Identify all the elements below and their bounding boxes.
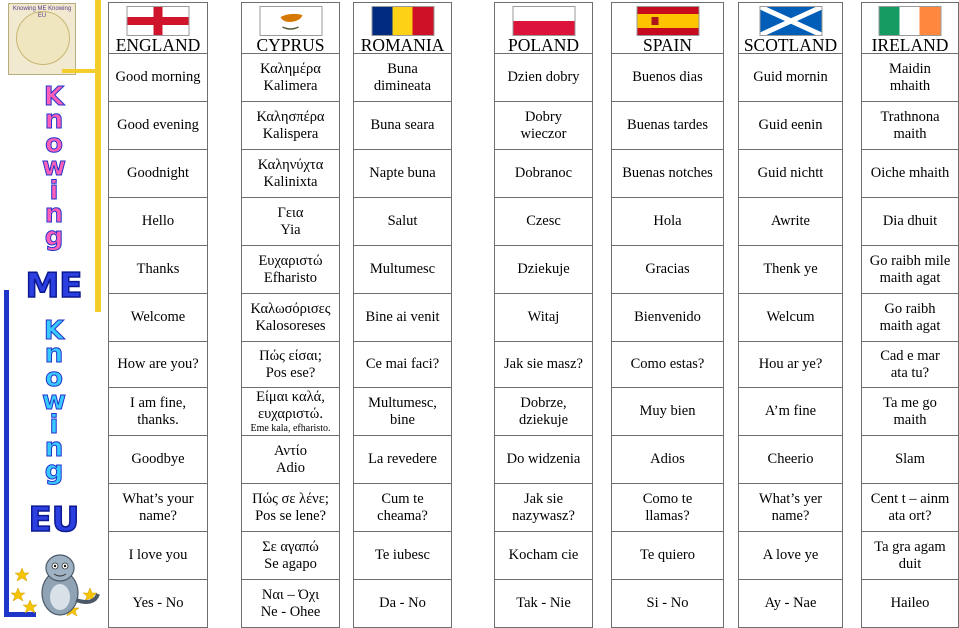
spain-flag-icon — [636, 6, 699, 36]
phrase-cell — [354, 483, 451, 531]
letter: g — [44, 222, 64, 253]
phrase-text: Σε αγαπώ Se agapo — [262, 538, 319, 572]
column-header — [109, 3, 207, 55]
letter: i — [49, 175, 59, 206]
phrase-cell — [739, 341, 842, 387]
me-word: ME — [25, 266, 83, 306]
phrase-text: What’s yer name? — [758, 490, 823, 524]
phrase-cell — [739, 579, 842, 627]
phrase-cell — [242, 53, 339, 101]
phrase-text: Καλωσόρισες Kalosoreses — [250, 300, 331, 334]
phrase-cell — [109, 483, 207, 531]
phrase-cell — [109, 293, 207, 341]
phrase-text: Γεια Yia — [277, 204, 304, 238]
letter: o — [45, 362, 63, 393]
phrase-cell — [739, 101, 842, 149]
phrase-text: Πώς είσαι; Pos ese? — [259, 347, 322, 381]
phrase-cell — [862, 293, 958, 341]
phrase-text: Dziekuje — [517, 261, 570, 277]
country-column-spain — [611, 2, 724, 628]
phrase-cell — [862, 435, 958, 483]
eu-word: EU — [28, 500, 80, 540]
column-header — [739, 3, 842, 55]
phrase-text: Dobrze, dziekuje — [518, 394, 569, 428]
phrase-text: Ευχαριστώ Efharisto — [258, 252, 323, 286]
phrase-cell — [495, 245, 592, 293]
phrase-cell — [242, 101, 339, 149]
phrase-text: Buenas notches — [622, 165, 713, 181]
phrase-cell — [612, 53, 723, 101]
phrase-text: Cent t – ainm ata ort? — [870, 490, 950, 524]
phrase-cell — [612, 483, 723, 531]
phrase-text: What’s your name? — [122, 490, 194, 524]
phrase-text: Thanks — [136, 261, 180, 277]
phrase-text: Czesc — [526, 213, 561, 229]
phrase-cell — [242, 483, 339, 531]
phrase-cell — [354, 53, 451, 101]
phrase-text: Adios — [650, 451, 685, 467]
phrase-cell — [495, 101, 592, 149]
phrase-cell — [612, 245, 723, 293]
phrase-text: Ay - Nae — [764, 595, 817, 611]
phrase-text: Cum te cheama? — [377, 490, 428, 524]
country-name: IRELAND — [871, 35, 949, 55]
phrase-cell — [495, 149, 592, 197]
phrase-text: Si - No — [646, 595, 689, 611]
phrase-text: Guid eenin — [758, 117, 823, 133]
yellow-frame-vertical — [95, 0, 101, 312]
phrase-cell — [862, 579, 958, 627]
letter: n — [44, 198, 64, 229]
blue-frame-vertical — [4, 290, 9, 617]
phrase-text: Thenk ye — [763, 261, 818, 277]
phrase-text: Go raibh maith agat — [879, 300, 941, 334]
phrase-text: Cad e mar ata tu? — [880, 347, 940, 381]
phrase-cell — [354, 531, 451, 579]
phrase-text: Good morning — [115, 69, 201, 85]
phrase-text: I love you — [128, 547, 188, 563]
phrase-text: Goodbye — [131, 451, 185, 467]
poland-flag-icon — [512, 6, 575, 36]
phrase-cell — [242, 293, 339, 341]
phrase-cell — [862, 101, 958, 149]
phrase-text: Como estas? — [630, 356, 705, 372]
phrase-text: Welcum — [766, 309, 815, 325]
phrase-text: Multumesc — [369, 261, 436, 277]
country-name: SPAIN — [643, 35, 692, 55]
phrase-text: Bienvenido — [634, 309, 701, 325]
phrase-text: Oiche mhaith — [870, 165, 950, 181]
phrase-cell — [739, 435, 842, 483]
country-column-romania — [353, 2, 452, 628]
yellow-frame-horizontal — [62, 69, 101, 73]
phrase-text: Hola — [653, 213, 682, 229]
phrase-cell — [495, 579, 592, 627]
column-header — [495, 3, 592, 55]
phrase-text: Multumesc, bine — [368, 394, 437, 428]
phrase-text: Cheerio — [767, 451, 814, 467]
letter: w — [41, 386, 67, 417]
phrase-cell — [109, 387, 207, 435]
phrase-cell — [612, 531, 723, 579]
letter: n — [44, 432, 64, 463]
phrase-cell — [242, 197, 339, 245]
phrase-cell — [354, 197, 451, 245]
phrase-cell — [862, 197, 958, 245]
phrase-text: A love ye — [762, 547, 819, 563]
phrase-text: Bine ai venit — [365, 309, 440, 325]
phrase-text: Ναι – Όχι Ne - Ohee — [260, 586, 321, 620]
phrase-text: Καληνύχτα Kalinixta — [257, 156, 324, 190]
phrase-text: Te quiero — [640, 547, 695, 563]
phrase-cell — [739, 149, 842, 197]
phrase-cell — [739, 53, 842, 101]
phrase-text: Awrite — [771, 213, 810, 229]
phrase-cell — [739, 483, 842, 531]
phrase-text: Ta gra agam duit — [874, 538, 946, 572]
phrase-text: Dobranoc — [514, 165, 573, 181]
phrase-text: Salut — [387, 213, 418, 229]
phrase-cell — [495, 387, 592, 435]
phrase-cell — [862, 149, 958, 197]
phrase-note: Eme kala, efharisto. — [250, 422, 331, 434]
phrase-cell — [242, 245, 339, 293]
phrase-cell — [495, 341, 592, 387]
country-column-scotland — [738, 2, 843, 628]
phrase-text: Buenos dias — [632, 69, 703, 85]
ireland-flag-icon — [879, 6, 942, 36]
phrase-cell — [612, 293, 723, 341]
phrase-cell — [612, 197, 723, 245]
phrase-text: Witaj — [527, 309, 560, 325]
phrase-text: Welcome — [130, 309, 186, 325]
phrase-text: Buna dimineata — [373, 60, 432, 94]
phrase-cell — [495, 197, 592, 245]
phrase-cell — [739, 293, 842, 341]
phrase-text: I am fine, thanks. — [130, 394, 186, 428]
phrase-text: Muy bien — [639, 403, 696, 419]
phrase-text: Ce mai faci? — [365, 356, 440, 372]
phrase-cell — [739, 245, 842, 293]
phrase-text: Είμαι καλά, ευχαριστώ. — [256, 388, 325, 422]
phrase-text: Jak sie masz? — [504, 356, 583, 372]
phrase-text: Maidin mhaith — [889, 60, 931, 94]
phrase-text: Guid nichtt — [757, 165, 824, 181]
phrase-text: Buenas tardes — [627, 117, 708, 133]
cyprus-flag-icon — [259, 6, 322, 36]
country-name: ENGLAND — [115, 35, 201, 55]
phrase-cell — [109, 245, 207, 293]
phrase-cell — [739, 531, 842, 579]
project-logo — [8, 3, 76, 75]
england-flag-icon — [127, 6, 190, 36]
phrase-cell — [354, 579, 451, 627]
phrase-text: Yes - No — [132, 595, 184, 611]
phrase-text: Como te llamas? — [642, 490, 693, 524]
phrase-text: Te iubesc — [375, 547, 430, 563]
column-header — [612, 3, 723, 55]
phrase-cell — [354, 341, 451, 387]
phrase-cell — [862, 387, 958, 435]
phrase-text: Da - No — [379, 595, 426, 611]
romania-flag-icon — [371, 6, 434, 36]
letter: K — [43, 82, 65, 112]
phrase-cell — [495, 531, 592, 579]
phrase-text: Dobry wieczor — [520, 108, 567, 142]
phrase-text: Gracias — [645, 261, 690, 277]
phrase-text: Guid mornin — [753, 69, 828, 85]
phrase-text: Καλησπέρα Kalispera — [256, 108, 325, 142]
phrase-cell — [109, 149, 207, 197]
letter: i — [49, 409, 59, 440]
phrase-text: Αντίο Adio — [274, 442, 307, 476]
letter: g — [44, 456, 64, 487]
phrase-text: How are you? — [117, 356, 199, 372]
phrase-text: Dia dhuit — [882, 213, 938, 229]
scotland-flag-icon — [759, 6, 822, 36]
phrase-cell — [109, 101, 207, 149]
phrase-cell — [739, 197, 842, 245]
phrase-cell — [109, 579, 207, 627]
phrase-cell — [354, 245, 451, 293]
phrase-cell — [862, 483, 958, 531]
phrase-cell — [109, 531, 207, 579]
column-header — [862, 3, 958, 55]
phrase-text: Go raibh mile maith agat — [869, 252, 951, 286]
phrase-cell — [495, 483, 592, 531]
phrase-cell — [354, 149, 451, 197]
country-name: POLAND — [508, 35, 579, 55]
phrase-cell — [242, 387, 339, 435]
phrase-cell — [862, 245, 958, 293]
phrase-cell — [109, 435, 207, 483]
country-name: SCOTLAND — [743, 35, 838, 55]
phrase-text: Kocham cie — [508, 547, 579, 563]
phrase-cell — [862, 53, 958, 101]
country-column-cyprus — [241, 2, 340, 628]
phrase-text: A’m fine — [764, 403, 817, 419]
phrase-cell — [612, 101, 723, 149]
phrase-text: La revedere — [368, 451, 437, 467]
knowing-top-word — [14, 82, 94, 253]
phrase-cell — [109, 197, 207, 245]
phrase-cell — [862, 531, 958, 579]
letter: n — [44, 339, 64, 370]
phrase-cell — [354, 435, 451, 483]
logo-text: Knowing ME Knowing EU — [12, 6, 72, 19]
phrase-cell — [242, 435, 339, 483]
phrase-cell — [612, 341, 723, 387]
knowing-bottom-word — [14, 316, 94, 487]
phrase-cell — [354, 101, 451, 149]
phrase-cell — [354, 293, 451, 341]
phrase-cell — [242, 341, 339, 387]
dinosaur-mascot-icon — [10, 548, 102, 623]
phrase-text: Do widzenia — [506, 451, 581, 467]
phrase-text: Jak sie nazywasz? — [512, 490, 575, 524]
phrase-cell — [109, 341, 207, 387]
column-header — [242, 3, 339, 55]
phrase-cell — [354, 387, 451, 435]
phrase-text: Slam — [895, 451, 925, 467]
phrase-cell — [862, 341, 958, 387]
country-column-ireland — [861, 2, 959, 628]
column-header — [354, 3, 451, 55]
phrase-text: Καλημέρα Kalimera — [260, 60, 321, 94]
phrase-text: Napte buna — [369, 165, 436, 181]
phrase-text: Πώς σε λένε; Pos se lene? — [252, 490, 329, 524]
phrase-cell — [612, 149, 723, 197]
phrase-text: Hello — [141, 213, 175, 229]
letter: o — [45, 128, 63, 159]
letter: n — [44, 105, 64, 136]
phrase-text: Dzien dobry — [507, 69, 580, 85]
phrase-text: Haileo — [890, 595, 930, 611]
country-name: CYPRUS — [256, 35, 325, 55]
phrase-text: Trathnona maith — [880, 108, 940, 142]
phrase-cell — [612, 387, 723, 435]
country-column-poland — [494, 2, 593, 628]
letter: w — [41, 152, 67, 183]
phrase-cell — [495, 53, 592, 101]
phrase-text: Buna seara — [370, 117, 435, 133]
phrase-cell — [495, 293, 592, 341]
letter: K — [43, 316, 65, 346]
phrase-cell — [109, 53, 207, 101]
phrase-text: Goodnight — [126, 165, 190, 181]
phrase-text: Hou ar ye? — [758, 356, 823, 372]
phrase-cell — [242, 531, 339, 579]
phrase-cell — [242, 579, 339, 627]
phrase-text: Ta me go maith — [883, 394, 937, 428]
phrase-cell — [739, 387, 842, 435]
phrase-cell — [495, 435, 592, 483]
country-column-england — [108, 2, 208, 628]
phrase-cell — [612, 579, 723, 627]
phrase-cell — [242, 149, 339, 197]
phrase-cell — [612, 435, 723, 483]
phrase-text: Tak - Nie — [516, 595, 571, 611]
country-name: ROMANIA — [360, 35, 445, 55]
phrase-text: Good evening — [117, 117, 199, 133]
